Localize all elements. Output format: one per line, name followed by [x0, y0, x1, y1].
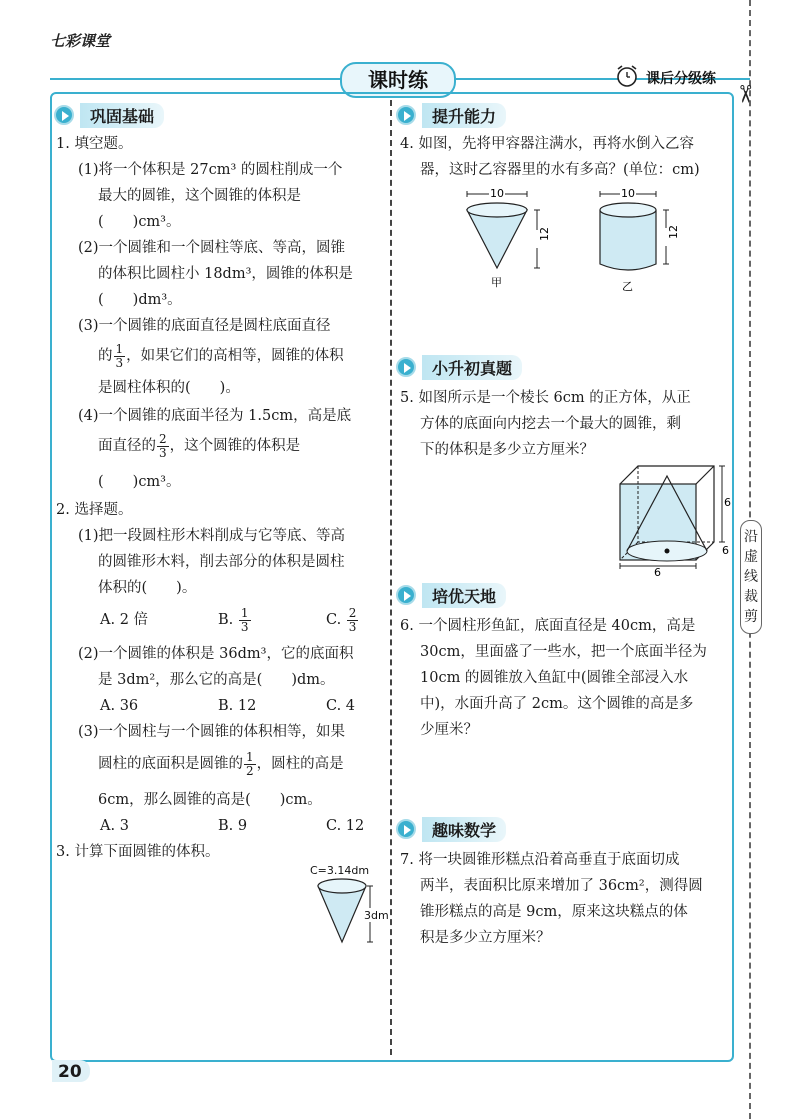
- q4-cylinder-height: 12: [667, 225, 680, 239]
- play-icon: [396, 819, 416, 839]
- q2-p2-line1: (2)一个圆锥的体积是 36dm³，它的底面积: [78, 646, 354, 662]
- q2-p2-line2: 是 3dm²，那么它的高是( )dm。: [98, 672, 335, 688]
- q4-cone-label: 甲: [491, 276, 502, 289]
- q6-line3: 10cm 的圆锥放入鱼缸中(圆锥全部浸入水: [420, 670, 689, 686]
- section-header-fun-math: [396, 818, 506, 840]
- play-icon: [396, 585, 416, 605]
- section-header-exam: [396, 356, 522, 378]
- q2-p3-line3: 6cm，那么圆锥的高是( )cm。: [98, 792, 322, 808]
- q6-line2: 30cm，里面盛了一些水，把一个底面半径为: [420, 644, 707, 660]
- section-header-improve: [396, 104, 506, 126]
- q6-line1: 6. 一个圆柱形鱼缸，底面直径是 40cm，高是: [400, 618, 696, 634]
- section-title: 小升初真题: [422, 355, 522, 380]
- section-title: 趣味数学: [422, 817, 506, 842]
- q7-line3: 锥形糕点的高是 9cm，原来这块糕点的体: [420, 904, 688, 920]
- q2-title: 2. 选择题。: [56, 502, 133, 518]
- q3-height-label: 3dm: [364, 909, 389, 922]
- q2-p2-option-b: B. 12: [218, 698, 257, 714]
- section-title: 培优天地: [422, 583, 506, 608]
- q2-p3-option-c: C. 12: [326, 818, 365, 834]
- q6-line5: 少厘米？: [420, 722, 478, 738]
- play-icon: [54, 105, 74, 125]
- q3-circumference-label: C=3.14dm: [310, 864, 370, 877]
- play-icon: [396, 357, 416, 377]
- q7-line1: 7. 将一块圆锥形糕点沿着高垂直于底面切成: [400, 852, 680, 868]
- column-divider: [390, 100, 392, 1055]
- q2-p3-line1: (3)一个圆柱与一个圆锥的体积相等，如果: [78, 724, 346, 740]
- q1-p4-text-a: 面直径的: [98, 438, 156, 454]
- q4-cylinder-container-figure: [590, 184, 690, 296]
- q1-p3-line1: (3)一个圆锥的底面直径是圆柱底面直径: [78, 318, 331, 334]
- page-number: 20: [58, 1062, 82, 1082]
- q5-cube-height: 6: [724, 496, 731, 509]
- fraction-2-3: $\frac{2}{3}$: [348, 605, 357, 634]
- q2-p1-line2: 的圆锥形木料，削去部分的体积是圆柱: [98, 554, 345, 570]
- q1-p2-line2: 的体积比圆柱小 18dm³，圆锥的体积是: [98, 266, 353, 282]
- q2-p3-option-b: B. 9: [218, 818, 248, 834]
- q5-cube-depth: 6: [722, 544, 729, 557]
- fraction-1-3: $\frac{1}{3}$: [240, 605, 249, 634]
- q1-p2-line1: (2)一个圆锥和一个圆柱等底、等高，圆锥: [78, 240, 346, 256]
- q4-line2: 器，这时乙容器里的水有多高？(单位：cm): [420, 162, 700, 178]
- q1-p2-line3: ( )dm³。: [98, 292, 182, 308]
- cut-label-text: 沿虚线裁剪: [744, 529, 758, 625]
- q1-p1-line1: (1)将一个体积是 27cm³ 的圆柱削成一个: [78, 162, 343, 178]
- option-b-label: B.: [218, 612, 234, 628]
- series-label: 课后分级练: [646, 71, 716, 87]
- q1-p4-text-b: ，这个圆锥的体积是: [169, 438, 301, 454]
- q3-cone-figure: [306, 862, 390, 948]
- q1-p4-line3: ( )cm³。: [98, 474, 181, 490]
- section-title: 巩固基础: [80, 103, 164, 128]
- q1-p3-text-b: ，如果它们的高相等，圆锥的体积: [126, 348, 344, 364]
- q4-cone-container-figure: [455, 184, 555, 292]
- q5-line2: 方体的底面向内挖去一个最大的圆锥，剩: [420, 416, 681, 432]
- q1-p1-line2: 最大的圆锥，这个圆锥的体积是: [98, 188, 301, 204]
- section-header-basics: [54, 104, 164, 126]
- section-title: 提升能力: [422, 103, 506, 128]
- q1-p3-text-a: 的: [98, 348, 113, 364]
- fraction-2-3: $\frac{2}{3}$: [159, 431, 167, 460]
- section-header-advanced: [396, 584, 506, 606]
- fraction-1-3: $\frac{1}{3}$: [115, 341, 124, 370]
- q5-line1: 5. 如图所示是一个棱长 6cm 的正方体，从正: [400, 390, 691, 406]
- q4-cone-width: 10: [490, 187, 504, 200]
- q4-cylinder-width: 10: [621, 187, 635, 200]
- q7-line4: 积是多少立方厘米？: [420, 930, 551, 946]
- q2-p3-text-a: 圆柱的底面积是圆锥的: [98, 756, 243, 772]
- q2-p1-line1: (1)把一段圆柱形木料削成与它等底、等高: [78, 528, 346, 544]
- fraction-1-2: $\frac{1}{2}$: [246, 749, 254, 778]
- q1-p4-line2: [98, 430, 300, 462]
- q2-p1-line3: 体积的( )。: [98, 580, 197, 596]
- q5-cube-cone-figure: [610, 458, 736, 576]
- q2-p1-option-b: [218, 604, 252, 636]
- page-title: 课时练: [340, 62, 456, 98]
- alarm-clock-icon: [615, 64, 639, 88]
- q6-line4: 中)，水面升高了 2cm。这个圆锥的高是多: [420, 696, 694, 712]
- q1-p3-line3: 是圆柱体积的( )。: [98, 380, 240, 396]
- q4-line1: 4. 如图，先将甲容器注满水，再将水倒入乙容: [400, 136, 694, 152]
- cut-label: [740, 520, 762, 634]
- q2-p3-text-b: ，圆柱的高是: [256, 756, 344, 772]
- q1-p3-line2: [98, 340, 344, 372]
- q3-title: 3. 计算下面圆锥的体积。: [56, 844, 220, 860]
- q2-p1-option-a: A. 2 倍: [100, 612, 149, 628]
- q4-cone-height: 12: [538, 227, 551, 241]
- play-icon: [396, 105, 416, 125]
- option-c-label: C.: [326, 612, 342, 628]
- q2-p3-option-a: A. 3: [100, 818, 129, 834]
- q2-p1-option-c: [326, 604, 359, 636]
- q4-cylinder-label: 乙: [622, 280, 633, 293]
- q2-p2-option-c: C. 4: [326, 698, 356, 714]
- q1-p4-line1: (4)一个圆锥的底面半径为 1.5cm，高是底: [78, 408, 352, 424]
- q2-p3-line2: [98, 748, 344, 780]
- q1-p1-line3: ( )cm³。: [98, 214, 181, 230]
- q7-line2: 两半，表面积比原来增加了 36cm²，测得圆: [420, 878, 703, 894]
- q5-line3: 下的体积是多少立方厘米？: [420, 442, 594, 458]
- q5-cube-width: 6: [654, 566, 661, 576]
- scissors-icon: ✂: [731, 83, 760, 105]
- q1-title: 1. 填空题。: [56, 136, 133, 152]
- brand-logo: 七彩课堂: [50, 32, 111, 50]
- q2-p2-option-a: A. 36: [100, 698, 139, 714]
